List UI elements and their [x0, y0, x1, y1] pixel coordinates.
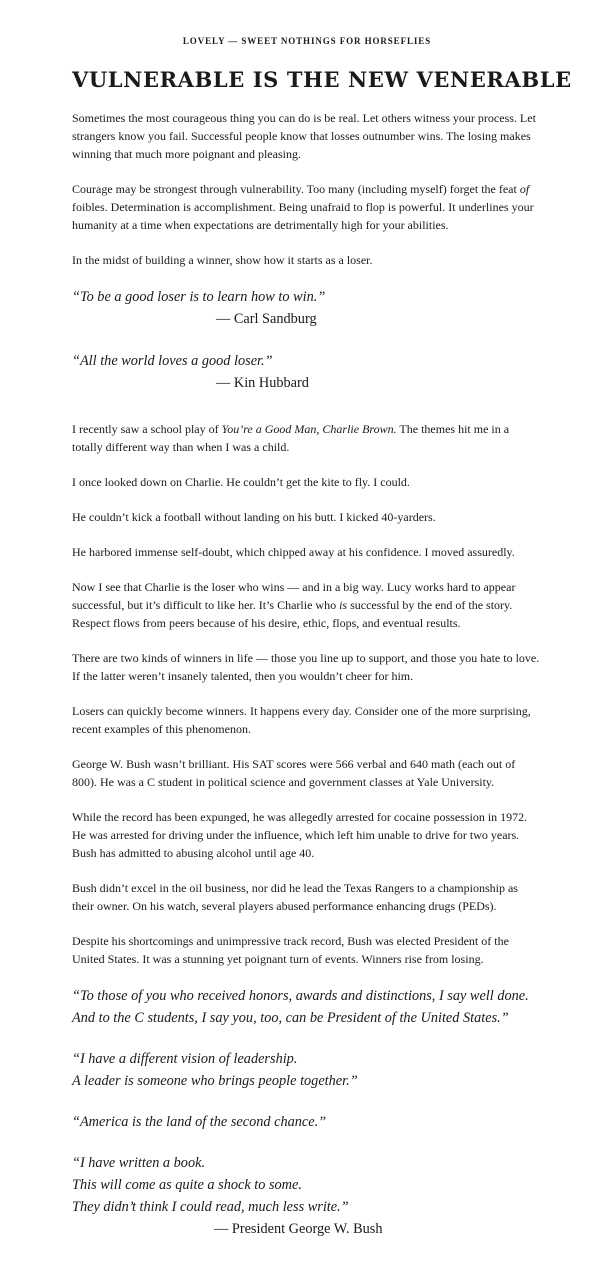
paragraph-4 [72, 420, 542, 456]
paragraph-12: While the record has been expunged, he was allegedly arrested for cocaine possession in 1972. He was arrested for driving under the influence, which left him unable to drive for two years. Bush has admitted to abusing alcohol until age 40. [72, 810, 528, 860]
paragraph-4-emphasis: You’re a Good Man, Charlie Brown. [221, 422, 397, 436]
paragraph-2-text-b: foibles. Determination is accomplishment. Being unafraid to flop is powerful. It underlines your humanity at a time when expectations are detrimentally high for your abilities. [72, 200, 534, 232]
bush-quote-book-line-3: They didn’t think I could read, much less write.” [72, 1199, 349, 1215]
paragraph-8-text-b: successful by the end of the story. Respect flows from peers because of his desire, ethic, flops, and eventual results. [72, 598, 513, 630]
bush-quote-c-students [72, 985, 542, 1029]
paragraph-3: In the midst of building a winner, show how it starts as a loser. [72, 253, 373, 267]
paragraph-7: He harbored immense self-doubt, which chipped away at his confidence. I moved assuredly. [72, 545, 515, 559]
paragraph-5: I once looked down on Charlie. He couldn’t get the kite to fly. I could. [72, 475, 410, 489]
quote-hubbard-attribution: — Kin Hubbard [216, 375, 309, 391]
paragraph-2 [72, 180, 542, 234]
paragraph-6: He couldn’t kick a football without landing on his butt. I kicked 40-yarders. [72, 510, 436, 524]
running-head: LOVELY — SWEET NOTHINGS FOR HORSEFLIES [182, 36, 432, 46]
paragraph-13: Bush didn’t excel in the oil business, nor did he lead the Texas Rangers to a championship as their owner. On his watch, several players abused performance enhancing drugs (PEDs). [72, 881, 518, 913]
paragraph-4-text-b: The themes hit me in a totally different way than when I was a child. [72, 422, 510, 454]
paragraph-8-emphasis: is [339, 598, 348, 612]
quote-sandburg-text: “To be a good loser is to learn how to win.” [72, 289, 326, 305]
paragraph-2-emphasis: of [519, 182, 530, 196]
quote-sandburg [72, 286, 542, 330]
bush-quote-leadership-line-2: A leader is someone who brings people together.” [72, 1073, 358, 1089]
paragraph-1: Sometimes the most courageous thing you can do is be real. Let others witness your process. Let strangers know you fail. Successful people know that losses outnumber wins. The losing makes winning that much more poignant and pleasing. [72, 111, 536, 161]
bush-quote-second-chance [72, 1111, 542, 1133]
bush-quote-book [72, 1152, 542, 1240]
bush-quote-book-line-1: “I have written a book. [72, 1155, 206, 1171]
quote-sandburg-attribution: — Carl Sandburg [216, 311, 317, 327]
page-title: VULNERABLE IS THE NEW VENERABLE [72, 67, 572, 92]
bush-quote-c-students-line-1: “To those of you who received honors, awards and distinctions, I say well done. [72, 988, 529, 1004]
bush-quote-leadership-line-1: “I have a different vision of leadership. [72, 1051, 298, 1067]
quote-hubbard-text: “All the world loves a good loser.” [72, 353, 273, 369]
bush-quote-leadership [72, 1048, 542, 1092]
bush-quote-second-chance-line-1: “America is the land of the second chance.” [72, 1114, 327, 1130]
bush-quote-c-students-line-2: And to the C students, I say you, too, can be President of the United States.” [72, 1010, 509, 1026]
quote-hubbard [72, 350, 542, 394]
paragraph-4-text-a: I recently saw a school play of [72, 422, 222, 436]
paragraph-8-text-a: Now I see that Charlie is the loser who wins — and in a big way. Lucy works hard to appear successful, but it’s difficult to like her. It’s Charlie who [72, 580, 516, 612]
bush-quote-attribution: — President George W. Bush [214, 1221, 383, 1237]
paragraph-2-text-a: Courage may be strongest through vulnerability. Too many (including myself) forget the feat [72, 182, 520, 196]
bush-quote-book-line-2: This will come as quite a shock to some. [72, 1177, 302, 1193]
paragraph-11: George W. Bush wasn’t brilliant. His SAT scores were 566 verbal and 640 math (each out of 800). He was a C student in political science and government classes at Yale University. [72, 757, 516, 789]
paragraph-14: Despite his shortcomings and unimpressive track record, Bush was elected President of the United States. It was a stunning yet poignant turn of events. Winners rise from losing. [72, 934, 509, 966]
paragraph-8 [72, 578, 542, 632]
paragraph-9: There are two kinds of winners in life — those you line up to support, and those you hate to love. If the latter weren’t insanely talented, then you wouldn’t cheer for him. [72, 651, 540, 683]
paragraph-10: Losers can quickly become winners. It happens every day. Consider one of the more surprising, recent examples of this phenomenon. [72, 704, 531, 736]
